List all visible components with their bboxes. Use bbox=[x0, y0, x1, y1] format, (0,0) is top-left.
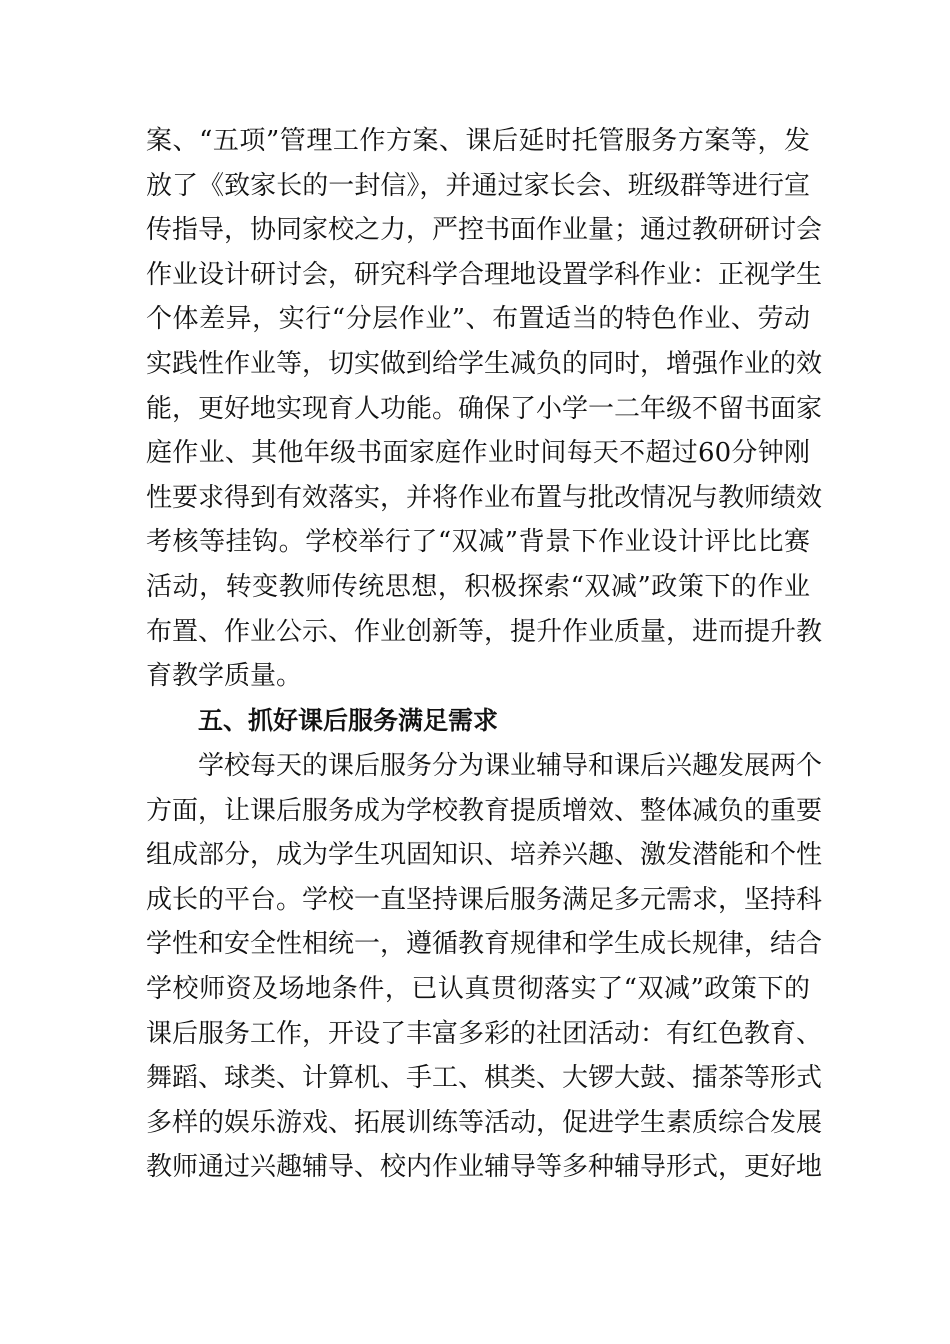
text-line: 庭作业、其他年级书面家庭作业时间每天不超过60分钟刚 bbox=[146, 438, 810, 469]
text-line: 活动，转变教师传统思想，积极探索“双减”政策下的作业 bbox=[146, 571, 810, 602]
text-line: 实践性作业等，切实做到给学生减负的同时，增强作业的效 bbox=[146, 348, 823, 379]
text-line: 方面，让课后服务成为学校教育提质增效、整体减负的重要 bbox=[146, 795, 823, 826]
text-line: 案、“五项”管理工作方案、课后延时托管服务方案等，发 bbox=[146, 126, 810, 156]
text-line: 传指导，协同家校之力，严控书面作业量；通过教研研讨会 bbox=[146, 215, 823, 246]
text-line: 能，更好地实现育人功能。确保了小学一二年级不留书面家 bbox=[146, 393, 823, 424]
text-line: 放了《致家长的一封信》，并通过家长会、班级群等进行宣 bbox=[146, 170, 810, 201]
text-line: 考核等挂钩。学校举行了“双减”背景下作业设计评比比赛 bbox=[146, 527, 810, 558]
text-line: 学校师资及场地条件，已认真贯彻落实了“双减”政策下的 bbox=[146, 973, 810, 1004]
text-line: 教师通过兴趣辅导、校内作业辅导等多种辅导形式，更好地 bbox=[146, 1152, 823, 1183]
text-line: 作业设计研讨会，研究科学合理地设置学科作业：正视学生 bbox=[146, 259, 823, 290]
text-line: 个体差异，实行“分层作业”、布置适当的特色作业、劳动 bbox=[146, 304, 810, 335]
text-line: 学校每天的课后服务分为课业辅导和课后兴趣发展两个 bbox=[198, 751, 823, 781]
text-line: 育教学质量。 bbox=[146, 661, 303, 692]
text-line: 舞蹈、球类、计算机、手工、棋类、大锣大鼓、擂茶等形式 bbox=[146, 1063, 823, 1094]
paragraph-homework-management bbox=[146, 119, 823, 699]
text-line: 布置、作业公示、作业创新等，提升作业质量，进而提升教 bbox=[146, 616, 823, 647]
text-line: 性要求得到有效落实，并将作业布置与批改情况与教师绩效 bbox=[146, 482, 823, 513]
section-heading-block bbox=[146, 699, 810, 744]
paragraph-after-school-service bbox=[146, 744, 823, 1190]
section-heading: 五、抓好课后服务满足需求 bbox=[198, 706, 499, 735]
text-line: 学性和安全性相统一，遵循教育规律和学生成长规律，结合 bbox=[146, 929, 823, 960]
text-line: 组成部分，成为学生巩固知识、培养兴趣、激发潜能和个性 bbox=[146, 840, 823, 871]
text-line: 多样的娱乐游戏、拓展训练等活动，促进学生素质综合发展 bbox=[146, 1107, 823, 1138]
text-line: 成长的平台。学校一直坚持课后服务满足多元需求，坚持科 bbox=[146, 884, 823, 915]
text-line: 课后服务工作，开设了丰富多彩的社团活动：有红色教育、 bbox=[146, 1018, 823, 1049]
